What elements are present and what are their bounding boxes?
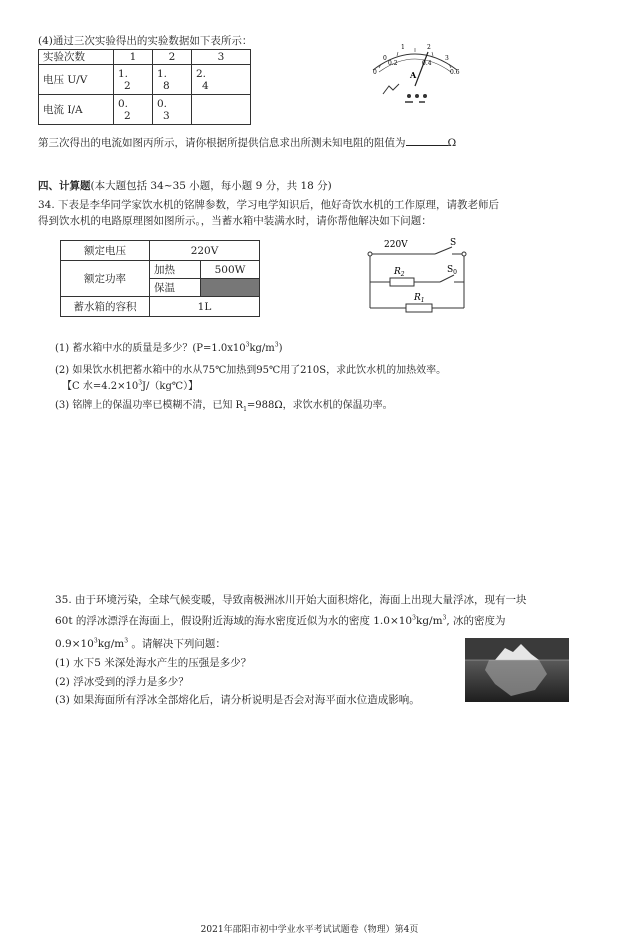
q35-sub3: (3) 如果海面所有浮冰全部熔化后，请分析说明是否会对海平面水位造成影响。	[55, 694, 420, 706]
table-cell	[153, 95, 192, 125]
exponent: 3	[124, 637, 129, 645]
cell-line: 0.	[157, 97, 168, 110]
q34-text-line: 得到饮水机的电路原理图如图所示。，当蓄水箱中装满水时，请你帮他解决如下问题：	[38, 215, 432, 227]
line-text: kg/m	[415, 615, 443, 627]
table-cell: 1L	[150, 297, 260, 317]
sub1-text: (1) 蓄水箱中水的质量是多少？(P=1.0x10	[55, 343, 246, 354]
table-cell: 额定电压	[61, 241, 150, 261]
q35-sub1: (1) 水下5 米深处海水产生的压强是多少？	[55, 657, 252, 669]
cell-line: 2.	[196, 67, 207, 80]
scale-top: 3	[445, 55, 449, 62]
exponent: 3	[93, 637, 98, 645]
scale-bottom: 0.6	[450, 69, 460, 76]
q4-footer-text: 第三次得出的电流如图丙所示，请你根据所提供信息求出所测未知电阻的阻值为	[38, 137, 406, 149]
switch0-main: S	[447, 265, 454, 275]
scale-top: 0	[383, 55, 387, 62]
line-text: kg/m	[97, 638, 125, 650]
cell-line: 8	[163, 79, 170, 92]
sub1-unit: kg/m	[249, 343, 275, 354]
exponent: 3	[245, 341, 250, 349]
answer-blank[interactable]	[406, 136, 448, 146]
q34-sub2-formula	[62, 377, 198, 392]
table-header: 1	[114, 50, 153, 65]
r2-sub: 2	[400, 271, 405, 278]
cell-line: 2	[124, 109, 131, 122]
r1-sub: 1	[420, 297, 425, 304]
iceberg-image	[465, 638, 569, 702]
cell-line: 4	[202, 79, 209, 92]
r2-label	[393, 267, 405, 278]
table-header: 3	[192, 50, 251, 65]
q35-line: 35. 由于环境污染，全球气候变暖，导致南极洲冰川开始大面积熔化，海面上出现大量浮冰，现有一块	[55, 594, 527, 606]
scale-bottom: 0	[373, 69, 377, 76]
circuit-diagram	[360, 236, 478, 316]
table-cell	[114, 95, 153, 125]
cell-line: 0.	[118, 97, 129, 110]
section-title: 四、计算题	[38, 180, 91, 192]
exponent: 3	[412, 614, 416, 622]
sub3-end: =988Ω，求饮水机的保温功率。	[246, 400, 393, 411]
q35-line	[55, 613, 506, 628]
subscript: 1	[243, 406, 247, 413]
q34-text-line: 34. 下表是李华同学家饮水机的铭牌参数，学习电学知识后，他好奇饮水机的工作原理，请教老师后	[38, 199, 500, 211]
table-header: 2	[153, 50, 192, 65]
current-label: 电流 I/A	[39, 95, 114, 125]
switch0-label	[447, 265, 457, 276]
line-text: 0.9×10	[55, 638, 94, 650]
formula-unit: J/（kg℃）】	[142, 381, 199, 392]
q4-question-text	[38, 135, 456, 150]
circuit-voltage: 220V	[384, 240, 408, 250]
page-footer: 2021年邵阳市初中学业水平考试试题卷（物理）第4页	[200, 925, 419, 935]
unit-label: A	[410, 70, 417, 80]
table-cell: 加热	[150, 261, 201, 279]
scale-bottom: 0.4	[422, 60, 432, 67]
formula-text: 【C 水=4.2×10	[62, 381, 139, 392]
q34-sub1	[55, 339, 283, 354]
r1-label	[413, 293, 425, 304]
ammeter-figure	[365, 40, 465, 106]
exponent: 3	[274, 341, 279, 349]
unit-text: Ω	[447, 137, 457, 149]
q4-intro: (4)通过三次实验得出的实验数据如下表所示：	[38, 35, 253, 47]
table-cell: 蓄水箱的容积	[61, 297, 150, 317]
scale-bottom: 0.2	[388, 60, 398, 67]
table-cell: 500W	[201, 261, 260, 279]
r2-main: R	[394, 267, 401, 277]
table-cell: 额定功率	[61, 261, 150, 297]
section-note: (本大题包括 34~35 小题，每小题 9 分，共 18 分)	[90, 180, 332, 192]
scale-top: 2	[427, 44, 431, 51]
q34-sub2: (2) 如果饮水机把蓄水箱中的水从75℃加热到95℃用了210S，求此饮水机的加热效率。	[55, 365, 447, 376]
cell-line: 2	[124, 79, 131, 92]
q4-data-table	[38, 49, 251, 125]
table-cell: 220V	[150, 241, 260, 261]
table-cell	[114, 65, 153, 95]
cell-line: 1.	[118, 67, 129, 80]
sub1-close: )	[278, 343, 283, 354]
nameplate-table	[60, 240, 260, 317]
sub3-text: (3) 铭牌上的保温功率已模糊不清，已知 R	[55, 400, 244, 411]
cell-line: 3	[163, 109, 170, 122]
q35-sub2: (2) 浮冰受到的浮力是多少？	[55, 676, 189, 688]
table-cell	[192, 65, 251, 95]
table-header: 实验次数	[39, 50, 114, 65]
switch0-sub: 0	[453, 269, 457, 276]
blurred-cell	[201, 279, 260, 297]
cell-line: 1.	[157, 67, 168, 80]
section-heading	[38, 178, 332, 193]
line-text: , 冰的密度为	[446, 615, 506, 627]
exponent: 3	[442, 614, 447, 622]
switch-label: S	[450, 238, 457, 248]
r1-main: R	[414, 293, 421, 303]
voltage-label: 电压 U/V	[39, 65, 114, 95]
line-text: 60t 的浮冰漂浮在海面上，假设附近海域的海水密度近似为水的密度 1.0×10	[55, 615, 413, 627]
q34-sub3	[55, 396, 393, 413]
q35-line	[55, 636, 226, 651]
table-cell	[192, 95, 251, 125]
line-text: 。请解决下列问题：	[128, 638, 226, 650]
exponent: 3	[138, 379, 143, 387]
scale-top: 1	[401, 44, 405, 51]
table-cell: 保温	[150, 279, 201, 297]
table-cell	[153, 65, 192, 95]
